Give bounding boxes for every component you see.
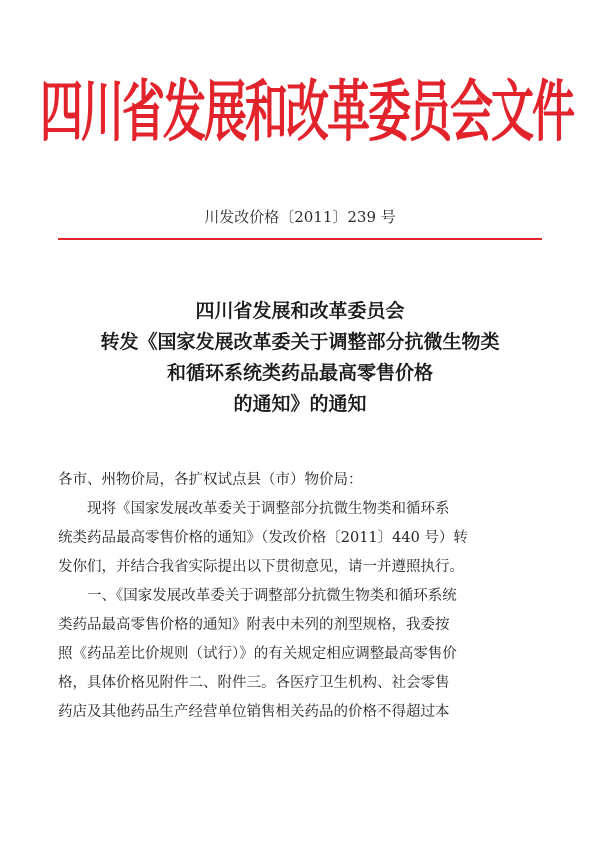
notice-title-line: 的通知》的通知 [233,393,367,415]
notice-title [0,296,600,420]
body-line: 药店及其他药品生产经营单位销售相关药品的价格不得超过本 [58,704,450,720]
salutation: 各市、州物价局，各扩权试点县（市）物价局： [58,472,363,488]
body-line: 发你们，并结合我省实际提出以下贯彻意见，请一并遵照执行。 [58,559,464,575]
body-line: 照《药品差比价规则（试行）》的有关规定相应调整最高零售价 [58,646,457,662]
notice-title-line: 和循环系统类药品最高零售价格 [166,362,433,384]
body-line: 统类药品最高零售价格的通知》（发改价格〔2011〕440 号）转 [58,530,468,546]
notice-title-line: 转发《国家发展改革委关于调整部分抗微生物类 [100,331,500,353]
document-header-title: 四川省发展和改革委员会文件 [40,73,573,152]
notice-title-line: 四川省发展和改革委员会 [195,300,405,322]
body-line: 格，具体价格见附件二、附件三。各医疗卫生机构、社会零售 [58,675,450,691]
notice-body [58,466,548,727]
document-number: 川发改价格〔2011〕239 号 [204,208,396,226]
body-line: 现将《国家发展改革委关于调整部分抗微生物类和循环系 [87,501,450,517]
red-divider-line [58,238,542,240]
body-line: 类药品最高零售价格的通知》附表中未列的剂型规格，我委按 [58,617,450,633]
body-line: 一、《国家发展改革委关于调整部分抗微生物类和循环系统 [87,588,457,604]
